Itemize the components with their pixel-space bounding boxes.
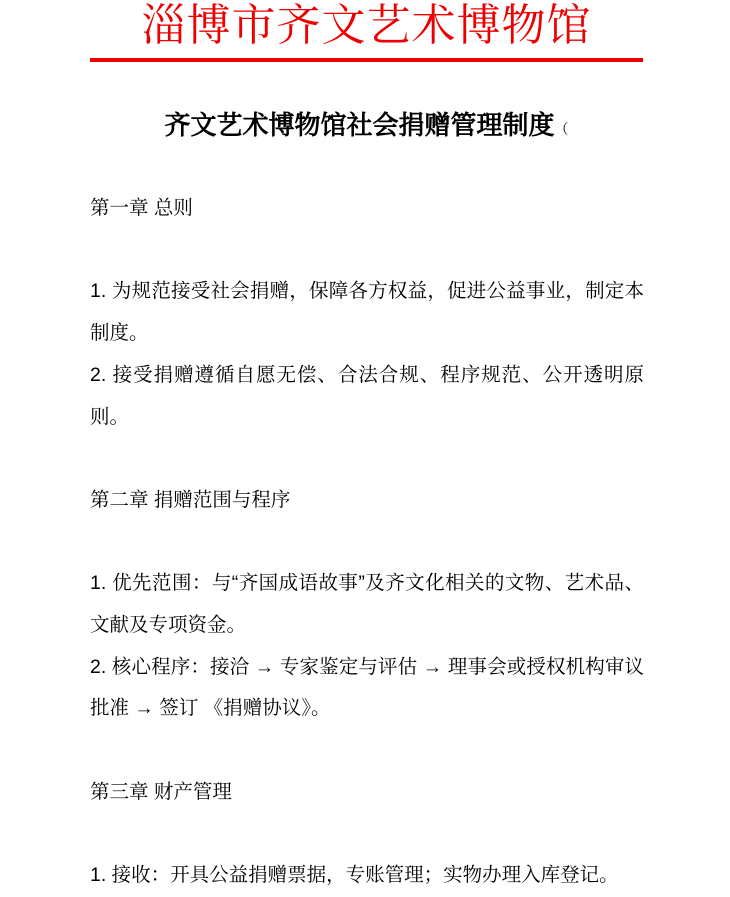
- paragraph: 2. 接受捐赠遵循自愿无偿、合法合规、程序规范、公开透明原则。: [90, 363, 644, 428]
- letterhead-divider: [90, 58, 643, 62]
- chapter-heading: 第二章 捐赠范围与程序: [90, 488, 291, 511]
- document-title: [90, 106, 643, 151]
- title-text: 齐文艺术博物馆社会捐赠管理制度: [164, 111, 555, 140]
- paragraph: 2. 核心程序：接洽 → 专家鉴定与评估 → 理事会或授权机构审议批准 → 签订 《捐赠协议》。: [90, 655, 644, 720]
- paragraph: 1. 优先范围：与“齐国成语故事”及齐文化相关的文物、艺术品、文献及专项资金。: [90, 572, 644, 636]
- document-body: [90, 188, 644, 897]
- paragraph: 1. 接收：开具公益捐赠票据，专账管理；实物办理入库登记。: [90, 864, 619, 887]
- title-suffix: （: [554, 123, 569, 138]
- paragraph: 1. 为规范接受社会捐赠，保障各方权益，促进公益事业，制定本制度。: [90, 280, 644, 345]
- chapter-heading: 第三章 财产管理: [90, 780, 232, 803]
- organization-letterhead: 淄博市齐文艺术博物馆: [141, 1, 592, 50]
- chapter-heading: 第一章 总则: [90, 197, 193, 219]
